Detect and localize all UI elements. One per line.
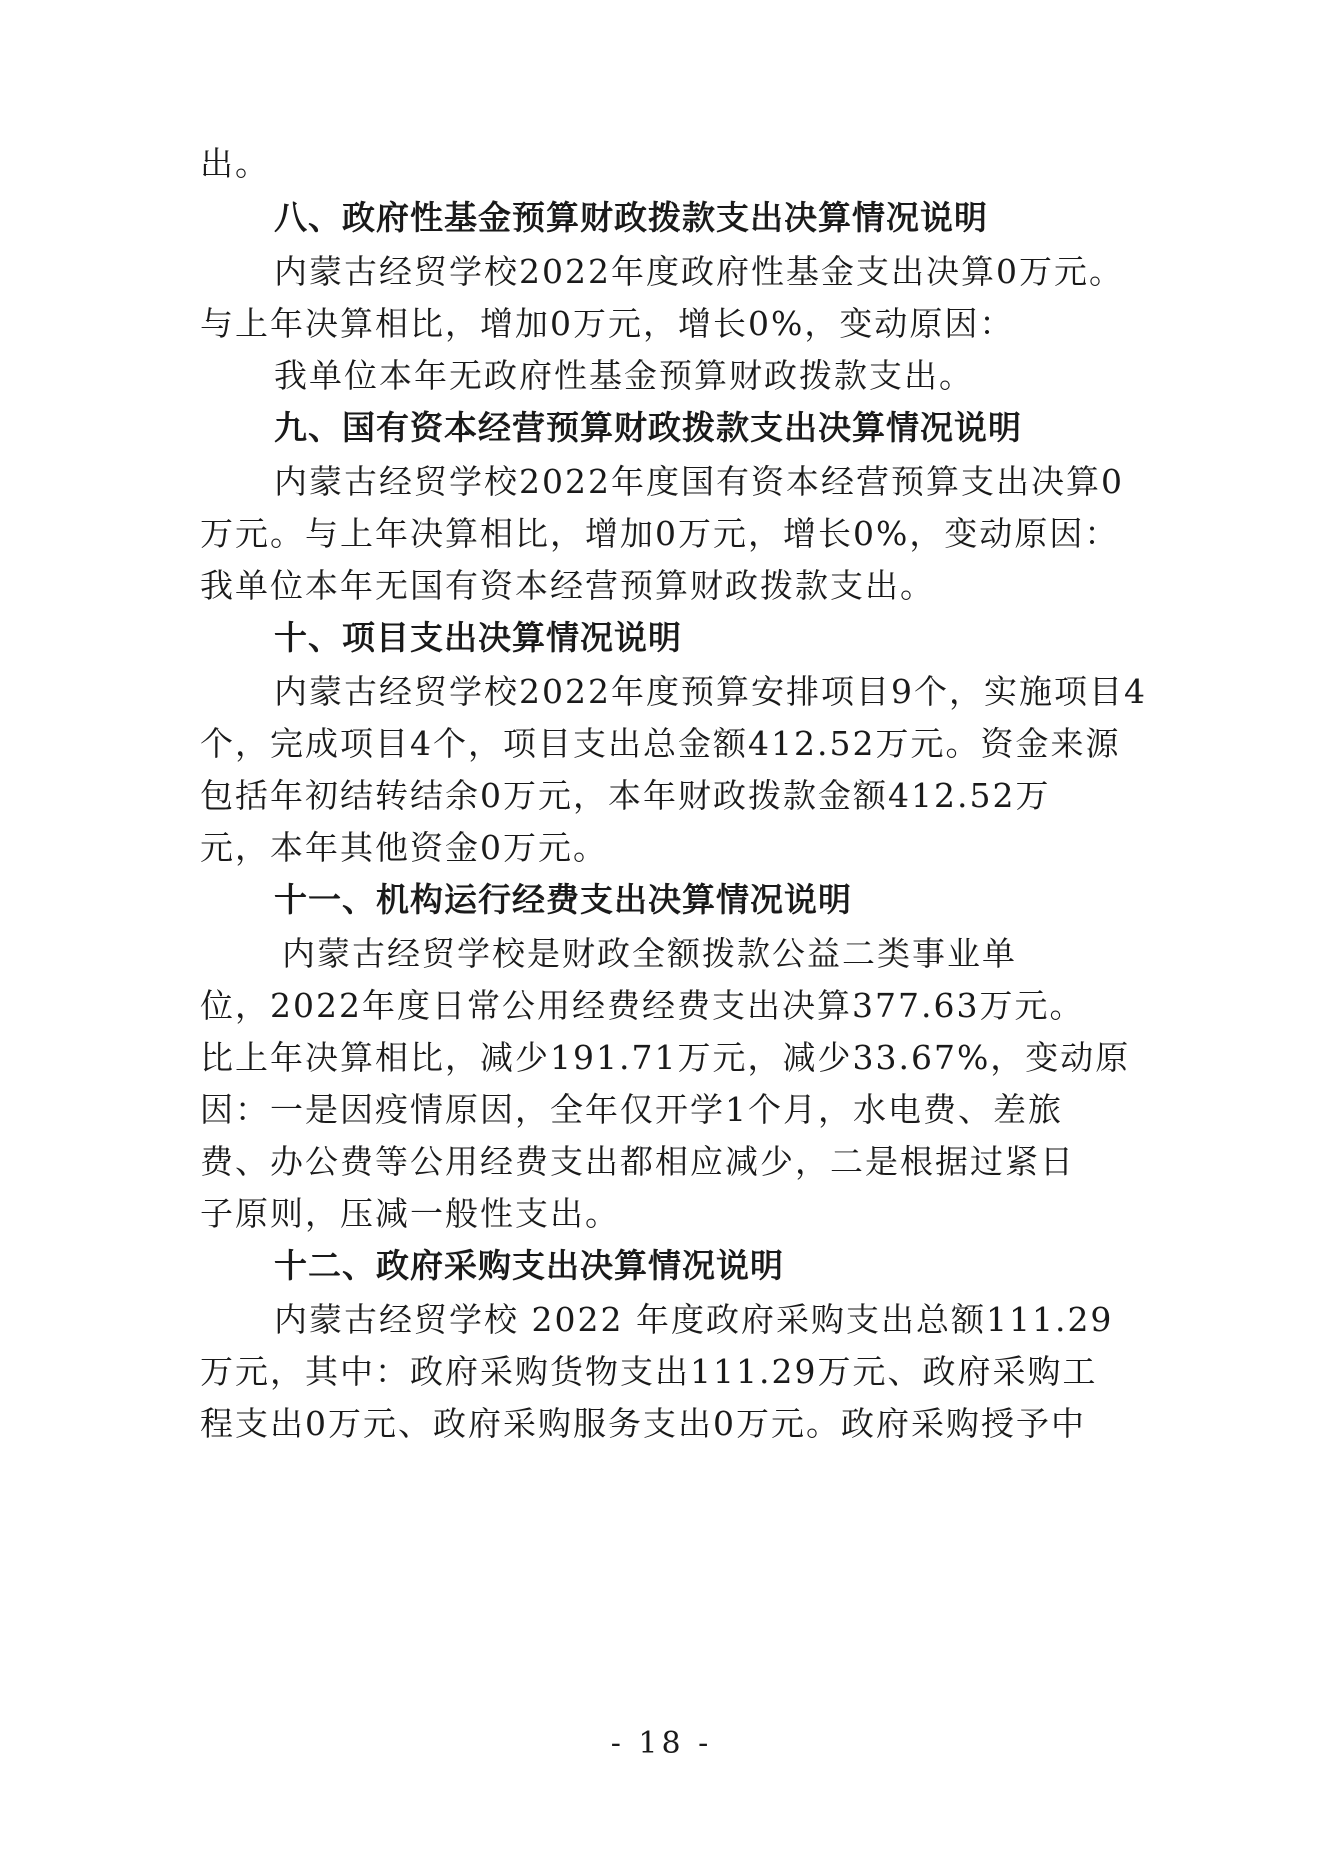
section-heading-11: 十一、机构运行经费支出决算情况说明 [274,880,852,919]
body-text-line: 我单位本年无国有资本经营预算财政拨款支出。 [200,566,935,605]
body-text-line: 元，本年其他资金0万元。 [200,828,608,867]
body-text-line: 位，2022年度日常公用经费经费支出决算377.63万元。 [200,986,1085,1025]
body-text-line: 比上年决算相比，减少191.71万元，减少33.67%，变动原 [200,1038,1131,1077]
body-text-line: 因：一是因疫情原因，全年仅开学1个月，水电费、差旅 [200,1090,1063,1129]
section-heading-12: 十二、政府采购支出决算情况说明 [274,1246,784,1285]
body-text-line: 内蒙古经贸学校是财政全额拨款公益二类事业单 [282,934,1017,973]
body-text-line: 费、办公费等公用经费支出都相应减少，二是根据过紧日 [200,1142,1075,1181]
body-text-line: 内蒙古经贸学校2022年度政府性基金支出决算0万元。 [274,252,1124,291]
body-text-line: 万元。与上年决算相比，增加0万元，增长0%，变动原因： [200,514,1120,553]
body-text-line: 我单位本年无政府性基金预算财政拨款支出。 [274,356,974,395]
section-heading-9: 九、国有资本经营预算财政拨款支出决算情况说明 [274,408,1022,447]
section-heading-10: 十、项目支出决算情况说明 [274,618,682,657]
body-text-line: 程支出0万元、政府采购服务支出0万元。政府采购授予中 [200,1404,1086,1443]
body-text-line: 与上年决算相比，增加0万元，增长0%，变动原因： [200,304,1015,343]
body-text-line: 出。 [200,144,270,183]
body-text-line: 万元，其中：政府采购货物支出111.29万元、政府采购工 [200,1352,1098,1391]
body-text-line: 子原则，压减一般性支出。 [200,1194,620,1233]
body-text-line: 内蒙古经贸学校2022年度预算安排项目9个，实施项目4 [274,672,1147,711]
page-number: - 18 - [610,1726,713,1761]
section-heading-8: 八、政府性基金预算财政拨款支出决算情况说明 [274,198,988,237]
body-text-line: 个，完成项目4个，项目支出总金额412.52万元。资金来源 [200,724,1121,763]
body-text-line: 内蒙古经贸学校 2022 年度政府采购支出总额111.29 [274,1300,1114,1339]
body-text-line: 内蒙古经贸学校2022年度国有资本经营预算支出决算0 [274,462,1124,501]
body-text-line: 包括年初结转结余0万元，本年财政拨款金额412.52万 [200,776,1051,815]
